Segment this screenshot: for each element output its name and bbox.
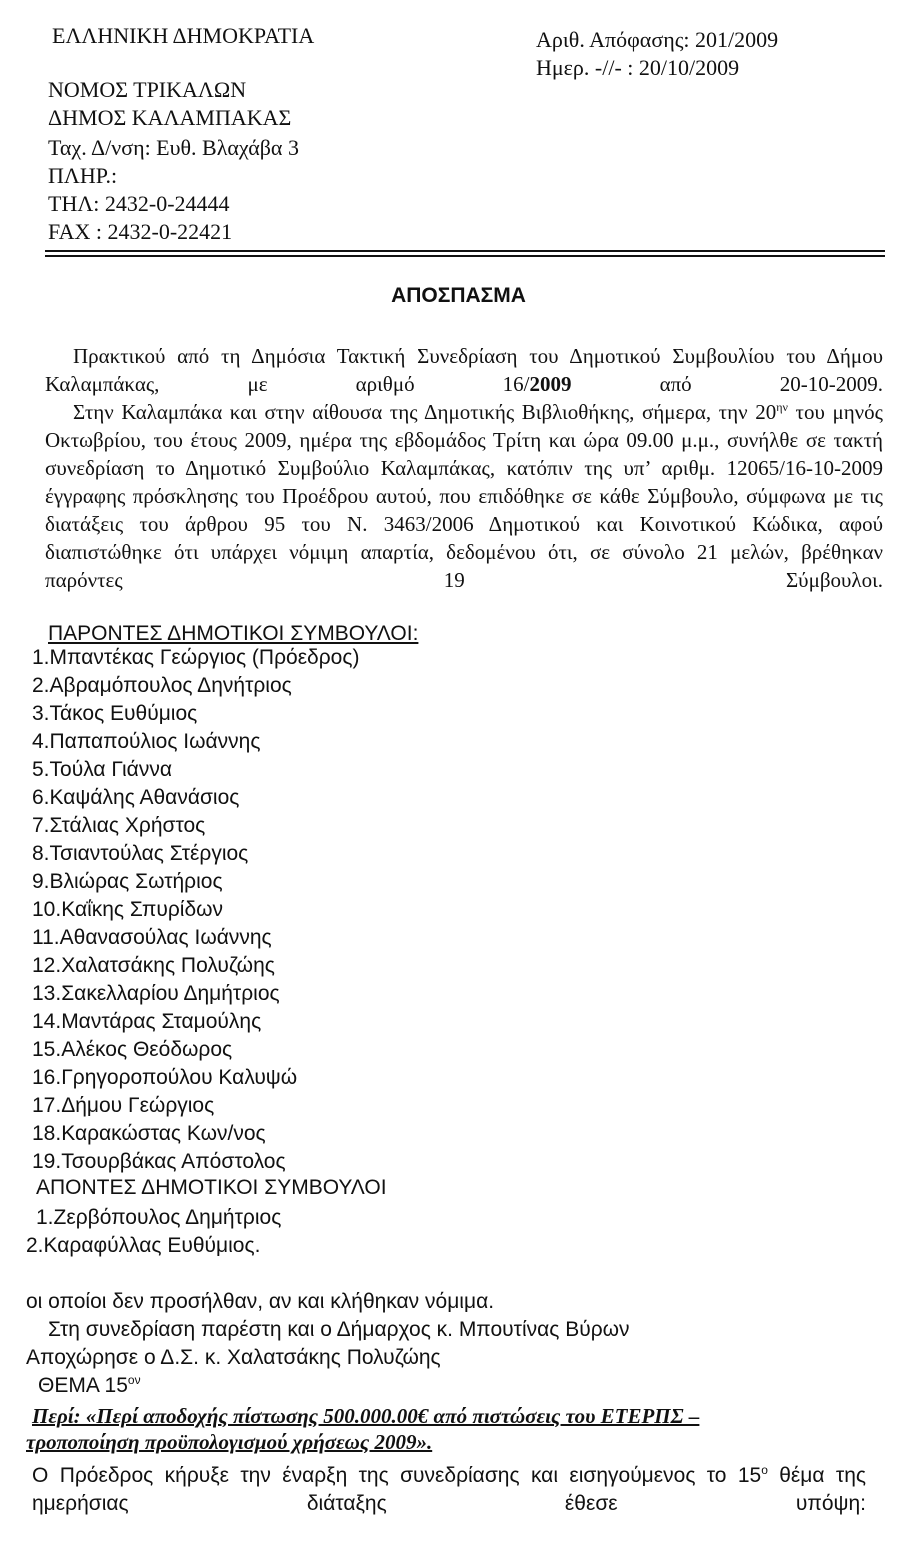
list-item: 2.Καραφύλλας Ευθύμιος. bbox=[26, 1234, 261, 1257]
list-item: 13.Σακελλαρίου Δημήτριος bbox=[32, 982, 280, 1005]
topic-label: ΘΕΜΑ $15^{o\nu}$ bbox=[38, 1373, 141, 1397]
list-item: 9.Βλιώρας Σωτήριος bbox=[32, 870, 223, 893]
list-item: 17.Δήμου Γεώργιος bbox=[32, 1094, 215, 1117]
list-item: 16.Γρηγοροπούλου Καλυψώ bbox=[32, 1066, 298, 1089]
list-item: 1.Ζερβόπουλος Δημήτριος bbox=[36, 1206, 282, 1229]
mayor-present-text: Στη συνεδρίαση παρέστη και ο Δήμαρχος κ. Μπουτίνας Βύρων bbox=[48, 1318, 630, 1341]
list-item: 19.Τσουρβάκας Απόστολος bbox=[32, 1150, 286, 1173]
list-item: 18.Καρακώστας Κων/νος bbox=[32, 1122, 266, 1145]
list-item: 12.Χαλατσάκης Πολυζώης bbox=[32, 954, 275, 977]
header-rule-top bbox=[45, 250, 885, 252]
list-item: 11.Αθανασούλας Ιωάννης bbox=[32, 926, 272, 949]
header-municipality: ΔΗΜΟΣ ΚΑΛΑΜΠΑΚΑΣ bbox=[48, 105, 292, 130]
header-address: Ταχ. Δ/νση: Ευθ. Βλαχάβα 3 bbox=[48, 135, 299, 160]
list-item: 8.Τσιαντούλας Στέργιος bbox=[32, 842, 249, 865]
intro-paragraph-2: Στην Καλαμπάκα και στην αίθουσα της Δημοτικής Βιβλιοθήκης, σήμερα, την $20^{\eta\nu}$ του μηνός Οκτωβρίου, του έτους 2009, ημέρα της εβδομάδος Τρίτη και ώρα 09.00 μ.μ., συνήλθε σε τακτή συνεδρίαση το Δημοτικό Συμβούλιο Καλαμπάκας, κατόπιν της υπ’ αριθμ. 12065/16-10-2009 έγγραφης πρόσκλησης του Προέδρου αυτού, που επιδόθηκε σε κάθε Σύμβουλο, σύμφωνα με τις διατάξεις του άρθρου 95 του Ν. 3463/2006 Δημοτικού και Κοινοτικού Κώδικα, αφού διαπιστώθηκε ότι υπάρχει νόμιμη απαρτία, δεδομένου ότι, σε σύνολο 21 μελών, βρέθηκαν παρόντες 19 Σύμβουλοι. bbox=[45, 400, 883, 592]
header-prefecture: ΝΟΜΟΣ ΤΡΙΚΑΛΩΝ bbox=[48, 77, 247, 102]
present-heading: ΠΑΡΟΝΤΕΣ ΔΗΜΟΤΙΚΟΙ ΣΥΜΒΟΥΛΟΙ: bbox=[48, 622, 419, 645]
subject-line-2: τροποποίηση προϋπολογισμού χρήσεως 2009». bbox=[26, 1430, 433, 1454]
left-session-text: Αποχώρησε ο Δ.Σ. κ. Χαλατσάκης Πολυζώης bbox=[26, 1346, 441, 1369]
list-item: 7.Στάλιας Χρήστος bbox=[32, 814, 206, 837]
list-item: 3.Τάκος Ευθύμιος bbox=[32, 702, 198, 725]
subject-line-1: Περί: «Περί αποδοχής πίστωσης 500.000.00€ από πιστώσεις του ΕΤΕΡΠΣ – bbox=[32, 1404, 700, 1428]
not-attended-text: οι οποίοι δεν προσήλθαν, αν και κλήθηκαν νόμιμα. bbox=[26, 1290, 495, 1313]
list-item: 4.Παπαπούλιος Ιωάννης bbox=[32, 730, 261, 753]
decision-number: Αριθ. Απόφασης: 201/2009 bbox=[536, 27, 779, 52]
intro-paragraph-1: Πρακτικού από τη Δημόσια Τακτική Συνεδρίαση του Δημοτικού Συμβουλίου του Δήμου Καλαμπάκας, με αριθμό 16/2009 από 20-10-2009. bbox=[45, 344, 883, 396]
list-item: 5.Τούλα Γιάννα bbox=[32, 758, 172, 781]
header-republic: ΕΛΛΗΝΙΚΗ ΔΗΜΟΚΡΑΤΙΑ bbox=[52, 23, 315, 48]
decision-date: Ημερ. -//- : 20/10/2009 bbox=[536, 55, 740, 80]
list-item: 15.Αλέκος Θεόδωρος bbox=[32, 1038, 233, 1061]
document-title: ΑΠΟΣΠΑΣΜΑ bbox=[391, 284, 526, 307]
final-paragraph: Ο Πρόεδρος κήρυξε την έναρξη της συνεδρίασης και εισηγούμενος το $15^o$ θέμα της ημερήσιας διάταξης έθεσε υπόψη: bbox=[32, 1463, 866, 1515]
header-fax: FAX : 2432-0-22421 bbox=[48, 219, 233, 244]
absent-heading: ΑΠΟΝΤΕΣ ΔΗΜΟΤΙΚΟΙ ΣΥΜΒΟΥΛΟΙ bbox=[36, 1176, 387, 1199]
header-rule-bottom bbox=[45, 255, 885, 257]
list-item: 2.Αβραμόπουλος Δηνήτριος bbox=[32, 674, 292, 697]
list-item: 10.Καΐκης Σπυρίδων bbox=[32, 898, 224, 921]
header-info: ΠΛΗΡ.: bbox=[48, 163, 118, 188]
header-phone: ΤΗΛ: 2432-0-24444 bbox=[48, 191, 230, 216]
list-item: 1.Μπαντέκας Γεώργιος (Πρόεδρος) bbox=[32, 646, 360, 669]
list-item: 14.Μαντάρας Σταμούλης bbox=[32, 1010, 262, 1033]
list-item: 6.Καψάλης Αθανάσιος bbox=[32, 786, 240, 809]
